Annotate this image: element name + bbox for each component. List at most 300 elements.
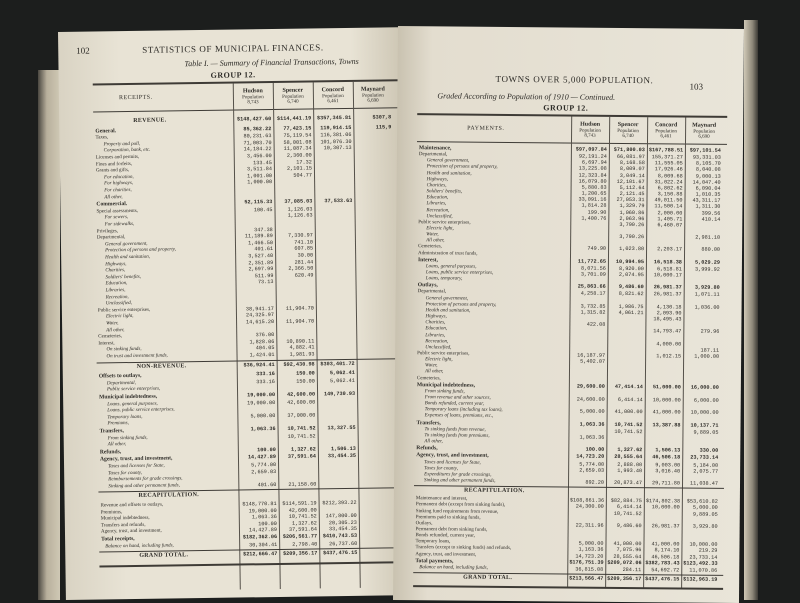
cell-value: 75,119.54	[283, 132, 312, 140]
row-label: Unclassified,	[105, 301, 133, 307]
cell-value: 4,130.18	[656, 304, 682, 311]
row-label: Highways,	[425, 314, 447, 320]
cell-value: 41,000.00	[651, 541, 680, 548]
cell-value: 41,000.00	[652, 409, 681, 416]
row-label: Electric light,	[426, 226, 454, 232]
cell-value: 1,828.06	[249, 338, 275, 346]
row-label: Public service enterprises,	[418, 219, 471, 226]
cell-value: 4,882.41	[289, 344, 315, 352]
cell-value: 3,049.14	[619, 172, 645, 179]
cell-value: $437,476.15	[323, 550, 358, 557]
cell-value: $148,427.60	[236, 116, 272, 123]
row-label: Permanent debt from sinking funds,	[415, 527, 488, 533]
cell-value: 16,079.80	[578, 178, 607, 185]
cell-value: 1,071.11	[694, 292, 720, 299]
cell-value: 8,821.62	[618, 291, 644, 298]
cell-value: 20,305.23	[328, 519, 357, 527]
row-label: Education,	[426, 195, 449, 201]
cell-value: 1,163.36	[578, 547, 604, 554]
cell-value: 26,981.37	[653, 291, 682, 298]
row-label: Balance on hand, including funds,	[105, 543, 174, 549]
cell-value: 2,351.89	[248, 259, 274, 266]
cell-value: 5,000.00	[578, 540, 604, 548]
cell-value: 101,076.30	[320, 138, 352, 146]
cell-value: 9,486.60	[618, 284, 644, 291]
row-label: Libraries,	[425, 332, 446, 338]
cell-value: 3,511.84	[246, 166, 272, 173]
column-header	[647, 123, 685, 140]
cell-value: $36,924.41	[243, 361, 275, 369]
column-sub: Population	[362, 92, 384, 99]
row-label: Libraries,	[105, 288, 126, 294]
cell-value: 749.90	[587, 246, 607, 253]
cell-value: 1,010.35	[695, 191, 721, 198]
cell-value: 333.16	[256, 378, 275, 386]
cell-value: 10,000.00	[690, 409, 719, 417]
cell-value: 10,741.52	[288, 513, 317, 521]
column-sub: Population	[579, 128, 601, 134]
cell-value: 155,371.27	[651, 154, 683, 161]
row-label: Outlays,	[415, 521, 433, 527]
row-label: GRAND TOTAL.	[463, 574, 513, 582]
cell-value: 52,115.33	[244, 199, 273, 206]
cell-value: 24,600.00	[576, 396, 605, 403]
cell-value: 12,101.67	[616, 178, 645, 185]
cell-value: $437,476.15	[645, 576, 680, 583]
row-label: Public service enterprises,	[106, 386, 161, 393]
row-label: Electric light,	[105, 314, 134, 320]
row-label: Protection of persons and property,	[425, 302, 497, 308]
column-header	[273, 88, 313, 105]
cell-value: 401.60	[257, 481, 277, 489]
row-label: Municipal indebtedness,	[100, 515, 150, 522]
cell-value: $114,591.19	[282, 500, 317, 507]
row-label: Highways,	[426, 177, 448, 183]
cell-value: 26,981.37	[651, 523, 680, 530]
left-page	[58, 27, 406, 600]
row-label: Charities,	[105, 268, 126, 274]
cell-value: 149,730.93	[323, 390, 356, 398]
cell-value: 2,203.17	[657, 246, 683, 253]
cell-value: $182,362.06	[242, 533, 278, 541]
cell-value: 11,087.34	[283, 145, 312, 153]
row-label: RECAPITULATION.	[138, 492, 200, 500]
cell-value: $206,561.77	[282, 533, 318, 540]
cell-value: 33,091.16	[578, 196, 607, 204]
cell-value: 41,000.00	[613, 541, 642, 548]
cell-value: 11,904.70	[285, 318, 315, 325]
cell-value: 37,591.64	[287, 453, 316, 461]
cell-value: 2,360.00	[286, 152, 312, 159]
row-label: GRAND TOTAL.	[139, 552, 189, 560]
cell-value: 14,427.89	[248, 527, 278, 534]
cell-value: 43,311.17	[692, 197, 721, 205]
cell-value: 9,889.05	[693, 429, 719, 436]
cell-value: 1,063.36	[579, 434, 605, 441]
cell-value: $176,751.39	[569, 559, 604, 566]
cell-value: 6,518.81	[656, 266, 682, 273]
row-label: For sidewalks,	[104, 221, 135, 228]
cell-value: 5,062.41	[329, 370, 355, 377]
row-label: Revenue and offsets to outlays,	[100, 502, 164, 509]
cell-value: 1,200.65	[581, 190, 607, 197]
row-label: Sinking and other permanent funds,	[424, 478, 496, 484]
row-label: Taxes and licenses for State,	[108, 463, 165, 470]
cell-value: $82,884.75	[610, 498, 642, 505]
row-label: Recreation,	[426, 207, 450, 213]
cell-value: 3,999.92	[694, 266, 720, 273]
cell-value: 100.00	[257, 446, 276, 454]
cell-value: $213,566.47	[569, 575, 604, 582]
row-label: REVENUE.	[133, 117, 167, 124]
row-label: Total payments,	[415, 557, 454, 565]
cell-value: 47,414.14	[614, 383, 643, 390]
cell-value: 37,000.00	[287, 412, 316, 419]
cell-value: 8,071.56	[580, 265, 606, 272]
row-label: All other,	[424, 369, 444, 375]
cell-value: $148,770.81	[242, 500, 277, 508]
row-label: Health and sanitation,	[426, 170, 472, 177]
cell-value: 4,258.17	[580, 291, 606, 298]
cell-value: 5,880.83	[581, 184, 607, 191]
cell-value: 1,981.93	[289, 351, 315, 358]
cell-value: 279.96	[700, 328, 720, 336]
row-label: General.	[95, 127, 117, 135]
cell-value: 2,659.03	[579, 467, 605, 474]
cell-value: 10,000.00	[689, 541, 718, 549]
row-label: Bonds refunded, current year,	[424, 401, 484, 407]
running-head-right: TOWNS OVER 5,000 POPULATION.	[495, 73, 654, 86]
cell-value: 6,000.00	[693, 397, 719, 404]
cell-value: 1,986.75	[618, 303, 644, 310]
cell-value: 71,003.70	[243, 139, 272, 147]
cell-value: $357,345.81	[316, 114, 352, 122]
cell-value: 1,993.40	[617, 467, 643, 474]
cell-value: 7,075.96	[616, 547, 642, 554]
cell-value: 5,112.64	[619, 184, 645, 192]
cell-value: 23,733.14	[689, 554, 718, 561]
cell-value: 8,040.08	[695, 167, 721, 174]
cell-value: 85,362.22	[243, 125, 272, 133]
cell-value: 5,774.00	[251, 461, 277, 469]
cell-value: 37,591.64	[288, 526, 318, 534]
cell-value: 3,929.80	[692, 523, 718, 530]
cell-value: 93,331.03	[692, 154, 721, 161]
cell-value: 100.00	[585, 446, 605, 454]
column-population: 6,461	[660, 134, 672, 140]
cell-value: $174,802.38	[645, 498, 681, 505]
cell-value: 24,300.00	[575, 503, 604, 511]
cell-value: 30,304.41	[249, 541, 278, 548]
group-label-left: GROUP 12.	[210, 70, 256, 80]
cell-value: 9,486.60	[616, 522, 642, 529]
row-label: Refunds,	[99, 448, 122, 456]
cell-value: 8,920.00	[618, 265, 644, 272]
row-label: Total receipts,	[101, 535, 135, 543]
cell-value: 116,381.06	[320, 132, 352, 139]
cell-value: 11,555.05	[654, 160, 683, 167]
cell-value: 330.00	[699, 447, 719, 454]
row-label: General government,	[425, 295, 469, 302]
row-label: Privileges,	[96, 228, 119, 235]
cell-value: $212,393.22	[322, 499, 357, 507]
cell-value: 150.00	[296, 370, 315, 377]
cell-value: 16,518.38	[653, 258, 682, 266]
cell-value: 1,400.76	[581, 215, 607, 222]
row-label: Health and sanitation,	[105, 254, 151, 261]
column-name: Hudson	[242, 88, 263, 95]
cell-value: 41,000.00	[614, 409, 643, 416]
column-sub: Population	[655, 128, 677, 134]
cell-value: 10,890.11	[286, 338, 315, 345]
row-label: Cemeteries,	[418, 244, 442, 250]
row-label: For education,	[104, 174, 134, 181]
stub-header-left: RECEIPTS.	[118, 94, 153, 102]
row-label: Transfers (except to sinking funds) and refunds,	[415, 545, 512, 552]
row-label: Temporary loans,	[107, 414, 143, 421]
cell-value: 219.29	[698, 548, 718, 555]
column-name: Concord	[654, 122, 678, 129]
row-label: Licenses and permits,	[95, 154, 140, 161]
cell-value: 54,692.72	[651, 567, 680, 574]
cell-value: 2,366.50	[288, 265, 314, 272]
column-header	[685, 124, 723, 141]
cell-value: 58,001.08	[283, 139, 312, 146]
book-edge-right	[744, 20, 758, 600]
cell-value: 9,000.13	[695, 173, 721, 180]
row-label: Electric light,	[425, 357, 453, 363]
row-label: Temporary loans,	[415, 539, 451, 545]
cell-value: 13,327.55	[327, 424, 356, 432]
column-sub: Population	[242, 94, 264, 100]
cell-value: 11,904.70	[285, 305, 314, 312]
cell-value: 21,158.60	[288, 481, 317, 488]
row-label: Transfers and refunds,	[100, 522, 146, 529]
cell-value: 14,184.22	[243, 146, 272, 153]
cell-value: 17,926.46	[654, 166, 683, 173]
row-label: Bonds refunded, current year,	[415, 533, 475, 539]
row-label: From sinking funds,	[424, 389, 465, 395]
column-name: Maynard	[360, 86, 385, 93]
cell-value: 29,600.00	[576, 383, 605, 390]
row-label: Public service enterprises,	[97, 307, 151, 314]
cell-value: 1,329.79	[619, 203, 645, 210]
cell-value: 281.44	[294, 259, 314, 266]
cell-value: 1,466.50	[248, 239, 274, 247]
row-label: General government,	[426, 158, 470, 164]
cell-value: 133.45	[253, 159, 272, 166]
cell-value: 1,060.86	[619, 209, 645, 216]
row-label: Maintenance and interest,	[415, 496, 468, 502]
cell-value: 3,150.88	[657, 191, 683, 198]
row-label: Protection of persons and property,	[105, 247, 176, 254]
row-label: Permanent debt (except from sinking funds),	[415, 502, 506, 509]
row-label: Taxes and licenses for State,	[424, 459, 481, 466]
cell-value: 4,061.21	[618, 309, 644, 317]
column-population: 6,740	[622, 133, 634, 140]
cell-value: 51,000.00	[652, 383, 681, 391]
row-label: Premiums,	[100, 509, 123, 516]
row-label: For sewers,	[104, 215, 129, 221]
cell-value: 1,327.62	[291, 520, 317, 527]
cell-value: 1,506.13	[330, 445, 356, 453]
page-number-left: 102	[76, 45, 90, 56]
cell-value: 28,555.64	[614, 454, 643, 461]
row-label: Agency, trust, and investment,	[100, 528, 162, 535]
cell-value: 3,790.26	[619, 221, 645, 228]
row-label: Highways,	[105, 261, 127, 267]
row-label: Offsets to outlays,	[98, 373, 142, 380]
cell-value: 14,723.20	[575, 553, 604, 560]
cell-value: 333.16	[256, 371, 275, 378]
cell-value: 1,405.71	[657, 215, 683, 223]
column-rule	[353, 82, 361, 588]
row-label: Taxes,	[95, 135, 109, 141]
cell-value: $92,430.98	[283, 361, 315, 368]
row-label: Loans, public service enterprises,	[107, 407, 175, 414]
row-label: Commercial.	[96, 201, 128, 208]
cell-value: 12,323.84	[578, 172, 607, 179]
cell-value: 6,414.14	[617, 396, 643, 404]
cell-value: 28,555.64	[613, 553, 642, 560]
row-label: Libraries,	[426, 201, 447, 207]
cell-value: 10,000.00	[651, 504, 680, 511]
cell-value: 100.45	[253, 206, 273, 214]
row-label: Charities,	[425, 320, 446, 326]
cell-value: 5,029.29	[695, 259, 720, 266]
cell-value: 46,506.18	[651, 553, 680, 561]
column-header	[233, 89, 273, 106]
table-top-rule	[417, 113, 727, 118]
row-label: Loans, public service enterprises,	[425, 270, 494, 276]
row-label: Departmental,	[417, 289, 447, 295]
cell-value: $382,783.43	[645, 559, 680, 567]
row-label: Taxes for county,	[424, 465, 459, 472]
cell-value: 10,741.52	[287, 425, 316, 432]
cell-value: 8,009.07	[619, 166, 645, 173]
cell-value: $209,072.06	[607, 559, 642, 566]
row-label: Balance on hand, including funds,	[419, 565, 488, 571]
cell-value: 5,402.07	[580, 358, 606, 365]
row-label: Premiums,	[107, 421, 129, 427]
page-number-right: 103	[689, 81, 704, 92]
cell-value: 6,414.14	[616, 504, 642, 511]
cell-value: 10,000.00	[652, 397, 681, 404]
cell-value: 8,174.10	[654, 547, 680, 554]
column-name: Spencer	[617, 121, 639, 129]
cell-value: 14,615.20	[245, 319, 275, 326]
cell-value: 1,126.63	[287, 212, 313, 220]
cell-value: $307,8	[372, 114, 392, 121]
row-label: On sinking funds,	[106, 347, 142, 353]
cell-value: 42,600.00	[287, 399, 316, 406]
cell-value: 3,790.26	[619, 234, 645, 241]
cell-value: 2,063.96	[619, 215, 645, 222]
row-label: Water,	[425, 363, 438, 369]
cell-value: 1,001.00	[247, 172, 273, 180]
cell-value: 2,697.99	[248, 266, 274, 273]
cell-value: 27,053.31	[616, 197, 645, 204]
row-label: Recreation,	[105, 294, 129, 300]
row-label: Agency, trust, and investment,	[99, 455, 173, 463]
cell-value: 2,075.77	[693, 468, 719, 475]
cell-value: $97,101.54	[689, 147, 721, 154]
cell-value: 2,888.00	[617, 461, 643, 468]
cell-value: 18,495.43	[653, 316, 682, 323]
cell-value: 3,456.00	[246, 153, 272, 160]
row-label: Water,	[106, 321, 119, 327]
cell-value: $123,492.33	[683, 560, 718, 567]
cell-value: 30.00	[297, 252, 314, 259]
row-label: Loans, temporary,	[425, 276, 463, 282]
cell-value: $97,097.84	[575, 146, 607, 153]
cell-value: 16,187.97	[577, 352, 606, 359]
cell-value: 26,981.37	[653, 284, 682, 291]
right-page	[393, 26, 744, 603]
table-title-right: Graded According to Population of 1910 — Continued.	[437, 91, 616, 102]
cell-value: 347.38	[254, 226, 273, 233]
row-label: For highways,	[104, 181, 134, 187]
cell-value: 115,9	[375, 123, 392, 131]
table-bottom-rule	[413, 585, 723, 590]
cell-value: 9,889.05	[692, 511, 718, 518]
cell-value: 13,387.88	[652, 421, 681, 429]
row-label: All other,	[106, 327, 125, 333]
cell-value: 3,732.85	[580, 303, 606, 310]
cell-value: 5,000.00	[250, 412, 276, 420]
cell-value: 17.32	[296, 159, 312, 166]
row-label: To sinking funds from premiums,	[424, 433, 490, 439]
row-label: Cemeteries,	[98, 334, 123, 340]
cell-value: 2,981.10	[695, 234, 721, 241]
cell-value: 1,327.62	[290, 446, 316, 453]
cell-value: 3,016.40	[655, 467, 681, 475]
cell-value: 16,000.00	[690, 384, 719, 391]
column-header	[313, 88, 353, 105]
cell-value: 10,137.71	[690, 422, 719, 429]
cell-value: 3,701.09	[580, 271, 606, 278]
cell-value: $167,788.51	[648, 147, 684, 154]
row-label: Departmental,	[96, 235, 126, 241]
cell-value: 504.77	[293, 172, 313, 179]
cell-value: 741.10	[294, 239, 314, 246]
column-sub: Population	[617, 128, 639, 134]
row-label: Reimbursements for grade crossings,	[108, 476, 183, 483]
cell-value: 5,184.00	[693, 462, 719, 469]
cell-value: 14,793.47	[653, 328, 682, 335]
row-label: Unclassified,	[426, 213, 453, 220]
cell-value: 3,527.40	[248, 253, 274, 260]
row-label: Interest,	[417, 256, 438, 264]
cell-value: $114,441.19	[276, 115, 312, 122]
cell-value: 26,737.60	[329, 540, 358, 547]
column-rules-left	[58, 27, 398, 32]
cell-value: 10,741.52	[287, 433, 316, 440]
cell-value: 100.00	[258, 520, 277, 528]
cell-value: 422.08	[586, 321, 606, 329]
row-label: For charities,	[104, 187, 132, 194]
cell-value: 33,454.35	[327, 453, 356, 460]
cell-value: 6,460.07	[657, 222, 683, 229]
table-title-left: Table I. — Summary of Financial Transactions, Towns	[184, 56, 359, 69]
row-label: Outlays,	[417, 282, 438, 289]
cell-value: 1,036.00	[694, 304, 720, 311]
cell-value: 1,506.13	[655, 447, 681, 454]
cell-value: 49,011.50	[654, 197, 683, 204]
column-population: 6,461	[327, 99, 339, 105]
cell-value: $209,356.17	[283, 550, 318, 558]
cell-value: 147,800.00	[325, 513, 357, 520]
